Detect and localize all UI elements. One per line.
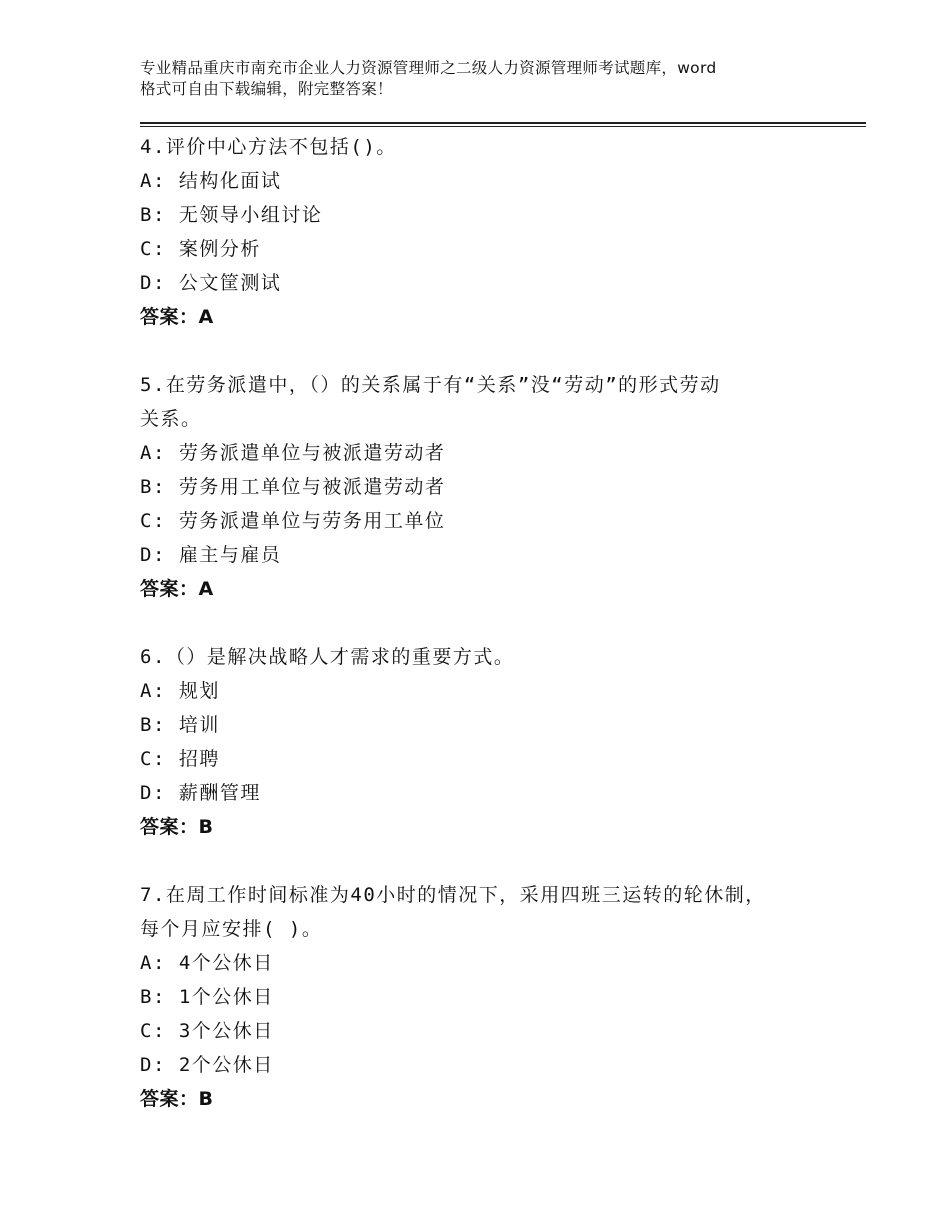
option-c: C: 3个公休日 (140, 1020, 274, 1042)
option-b: B: 1个公休日 (140, 986, 274, 1008)
option-a: A: 规划 (140, 680, 220, 702)
answer-value: B (198, 1088, 214, 1110)
answer-label: 答案： (140, 816, 199, 838)
option-b: B: 无领导小组讨论 (140, 204, 323, 226)
header-line-2: 格式可自由下载编辑，附完整答案！ (140, 80, 393, 98)
stem-line: 7.在周工作时间标准为40小时的情况下，采用四班三运转的轮休制， (140, 884, 766, 906)
question-stem (140, 878, 830, 946)
header-divider-thin (140, 126, 866, 127)
question-stem (140, 640, 830, 674)
header-divider-thick (140, 122, 866, 124)
question-item (140, 130, 830, 334)
stem-line: 4.评价中心方法不包括()。 (140, 136, 397, 158)
option-d: D: 薪酬管理 (140, 782, 261, 804)
answer-value: A (198, 578, 214, 600)
stem-line: 5.在劳务派遣中，（）的关系属于有“关系”没“劳动”的形式劳动 (140, 374, 721, 396)
option-b: B: 培训 (140, 714, 220, 736)
option-b: B: 劳务用工单位与被派遣劳动者 (140, 476, 446, 498)
option-c: C: 劳务派遣单位与劳务用工单位 (140, 510, 446, 532)
option-a: A: 结构化面试 (140, 170, 282, 192)
answer-line (140, 572, 830, 606)
answer-line (140, 300, 830, 334)
question-stem (140, 368, 830, 436)
option-c: C: 招聘 (140, 748, 220, 770)
stem-line: 每个月应安排( )。 (140, 918, 323, 940)
option-d: D: 2个公休日 (140, 1054, 274, 1076)
header-line-1: 专业精品重庆市南充市企业人力资源管理师之二级人力资源管理师考试题库，word (140, 59, 717, 77)
answer-value: A (198, 306, 214, 328)
document-header (140, 58, 830, 100)
answer-label: 答案： (140, 306, 199, 328)
option-a: A: 劳务派遣单位与被派遣劳动者 (140, 442, 446, 464)
stem-line: 关系。 (140, 408, 202, 430)
answer-value: B (198, 816, 214, 838)
answer-label: 答案： (140, 1088, 199, 1110)
stem-line: 6.（）是解决战略人才需求的重要方式。 (140, 646, 515, 668)
option-d: D: 公文筐测试 (140, 272, 282, 294)
answer-line (140, 1082, 830, 1116)
question-item (140, 368, 830, 606)
answer-line (140, 810, 830, 844)
option-c: C: 案例分析 (140, 238, 261, 260)
option-d: D: 雇主与雇员 (140, 544, 282, 566)
answer-label: 答案： (140, 578, 199, 600)
option-a: A: 4个公休日 (140, 952, 274, 974)
question-list (140, 130, 830, 1150)
question-stem (140, 130, 830, 164)
question-item (140, 878, 830, 1116)
question-item (140, 640, 830, 844)
